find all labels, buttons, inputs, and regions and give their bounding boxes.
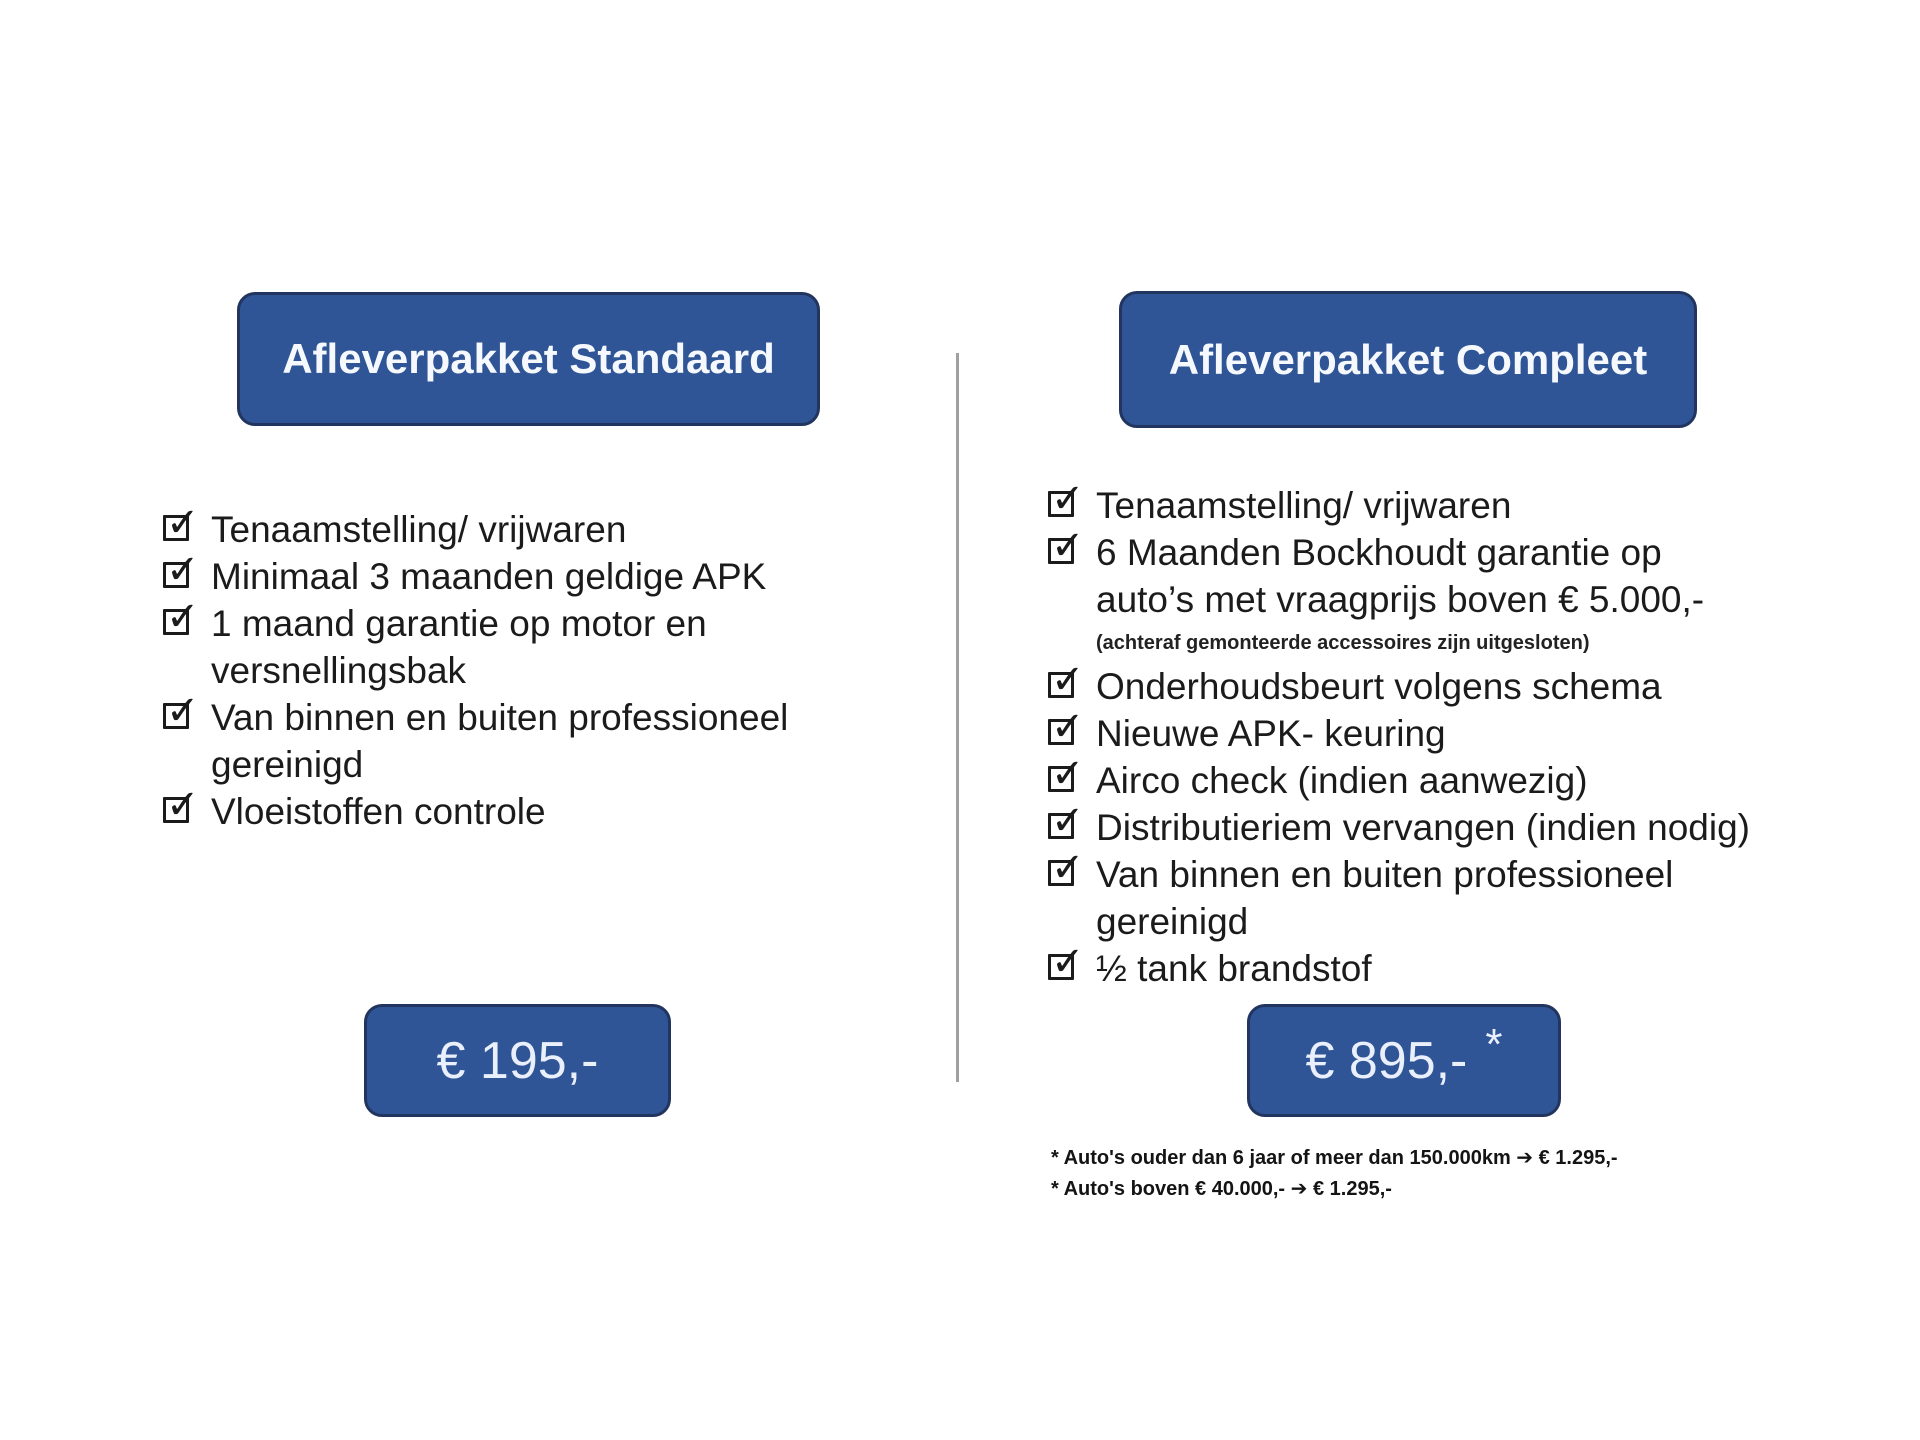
footnote-line: * Auto's ouder dan 6 jaar of meer dan 150.000km ➔ € 1.295,- xyxy=(1051,1147,1618,1169)
standard-checklist xyxy=(163,501,863,835)
checklist-item xyxy=(1048,524,1788,663)
checklist-item-label: Tenaamstelling/ vrijwaren xyxy=(211,509,627,550)
compleet-package-title-box xyxy=(1119,291,1697,428)
checklist-item xyxy=(1048,658,1788,710)
footnote-line: * Auto's boven € 40.000,- ➔ € 1.295,- xyxy=(1051,1178,1392,1200)
checkbox-checked-icon: ✓ xyxy=(163,515,189,541)
checklist-item-label: Vloeistoffen controle xyxy=(211,791,546,832)
compleet-package-title: Afleverpakket Compleet xyxy=(1168,335,1648,383)
checklist-item-label: Airco check (indien aanwezig) xyxy=(1096,760,1588,801)
checkbox-checked-icon: ✓ xyxy=(1048,719,1074,745)
checkbox-checked-icon: ✓ xyxy=(163,703,189,729)
price-footnotes xyxy=(1051,1143,1618,1205)
checkbox-checked-icon: ✓ xyxy=(163,562,189,588)
checklist-item xyxy=(1048,846,1788,945)
standard-package-title: Afleverpakket Standaard xyxy=(282,335,775,382)
checkbox-checked-icon: ✓ xyxy=(1048,538,1074,564)
checklist-item-label: Nieuwe APK- keuring xyxy=(1096,713,1446,754)
checkbox-checked-icon: ✓ xyxy=(163,609,189,635)
checklist-item-label: Tenaamstelling/ vrijwaren xyxy=(1096,485,1512,526)
checklist-item-label: Distributieriem vervangen (indien nodig) xyxy=(1096,807,1750,848)
checklist-item-label: Onderhoudsbeurt volgens schema xyxy=(1096,666,1662,707)
checklist-item xyxy=(1048,705,1788,757)
standard-package-title-box xyxy=(237,292,820,426)
checklist-item-label: Minimaal 3 maanden geldige APK xyxy=(211,556,767,597)
checklist-item-label: 1 maand garantie op motor en versnellingsbak xyxy=(211,603,707,691)
column-divider-line xyxy=(956,353,959,1082)
checkbox-checked-icon: ✓ xyxy=(1048,860,1074,886)
checkbox-checked-icon: ✓ xyxy=(163,797,189,823)
compleet-checklist xyxy=(1048,477,1788,992)
checklist-item-label: 6 Maanden Bockhoudt garantie op auto’s met vraagprijs boven € 5.000,- xyxy=(1096,532,1705,620)
checklist-item xyxy=(163,783,863,835)
checklist-item xyxy=(1048,477,1788,529)
checklist-item xyxy=(163,501,863,553)
checklist-item xyxy=(1048,940,1788,992)
checklist-item xyxy=(1048,799,1788,851)
checkbox-checked-icon: ✓ xyxy=(1048,491,1074,517)
compleet-price: € 895,- xyxy=(1305,1031,1468,1090)
checklist-item-label: Van binnen en buiten professioneel gereinigd xyxy=(1096,854,1674,942)
checklist-item-label: ½ tank brandstof xyxy=(1096,948,1372,989)
checklist-item xyxy=(163,548,863,600)
checkbox-checked-icon: ✓ xyxy=(1048,672,1074,698)
standard-price-box xyxy=(364,1004,671,1117)
price-asterisk: * xyxy=(1485,1019,1503,1069)
checklist-item-label: Van binnen en buiten professioneel gereinigd xyxy=(211,697,789,785)
checklist-item xyxy=(163,689,863,788)
compleet-price-box xyxy=(1247,1004,1561,1117)
checkbox-checked-icon: ✓ xyxy=(1048,813,1074,839)
checklist-item xyxy=(163,595,863,694)
checklist-item xyxy=(1048,752,1788,804)
checkbox-checked-icon: ✓ xyxy=(1048,954,1074,980)
standard-price: € 195,- xyxy=(436,1031,599,1090)
checklist-item-note: (achteraf gemonteerde accessoires zijn uitgesloten) xyxy=(1096,632,1590,654)
checkbox-checked-icon: ✓ xyxy=(1048,766,1074,792)
